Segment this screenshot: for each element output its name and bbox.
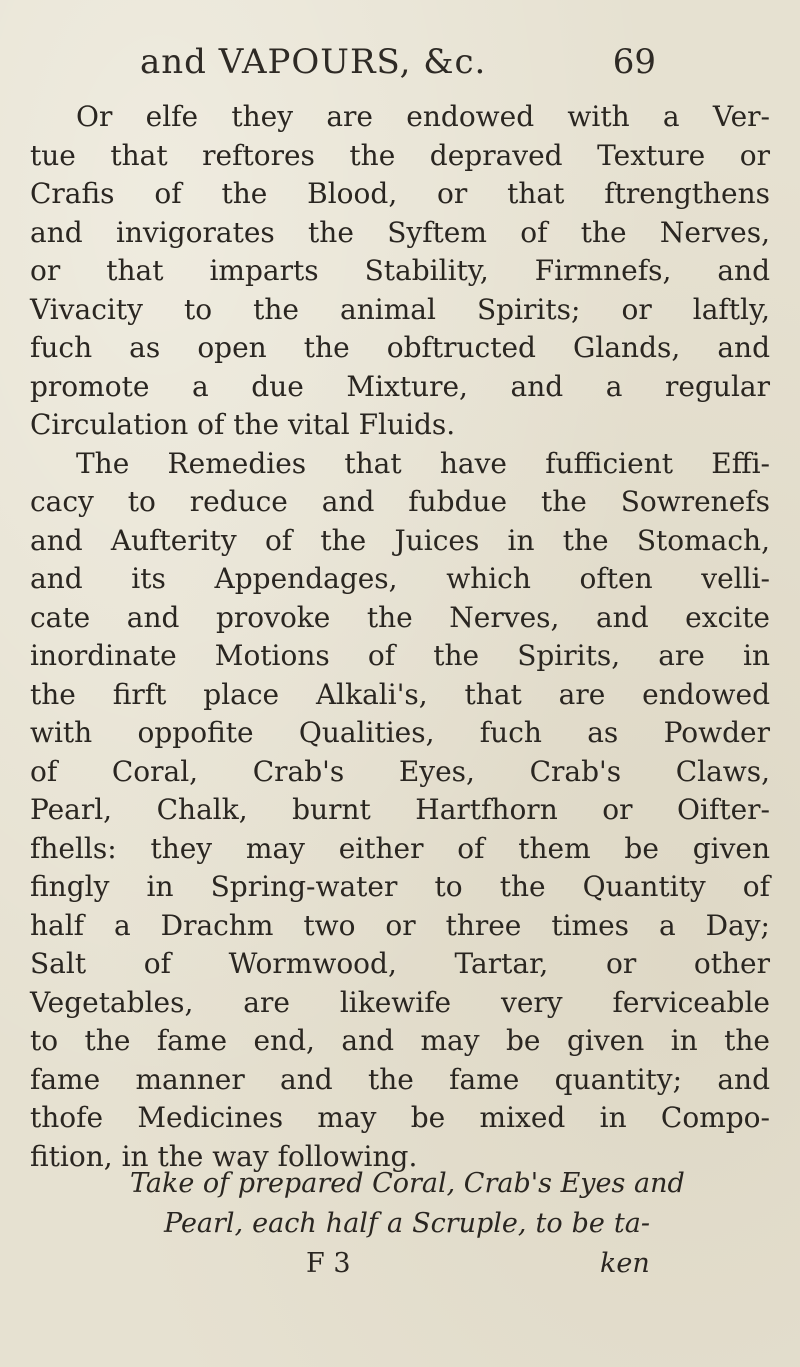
recipe-line: Take of prepared Coral, Crab's Eyes and bbox=[130, 1168, 685, 1199]
text-line: promote a due Mixture, and a regular bbox=[30, 369, 770, 403]
text-line: Vegetables, are likewife very ferviceable bbox=[30, 985, 770, 1019]
text-line: cate and provoke the Nerves, and excite bbox=[30, 600, 770, 634]
page-footer bbox=[0, 1244, 800, 1284]
text-line: tue that reftores the depraved Texture or bbox=[30, 138, 770, 172]
text-line: Salt of Wormwood, Tartar, or other bbox=[30, 947, 770, 980]
text-line: cacy to reduce and fubdue the Sowrenefs bbox=[30, 485, 770, 518]
signature-mark: F 3 bbox=[306, 1248, 351, 1279]
text-line: fhells: they may either of them be given bbox=[30, 831, 770, 865]
text-line: and Aufterity of the Juices in the Stomach, bbox=[30, 523, 770, 557]
running-title: and VAPOURS, &c. bbox=[140, 42, 487, 82]
text-line: and invigorates the Syftem of the Nerves, bbox=[30, 215, 770, 249]
text-line: fition, in the way following. bbox=[30, 1139, 418, 1173]
text-line: The Remedies that have fufficient Effi- bbox=[76, 446, 770, 480]
catchword: ken bbox=[600, 1248, 650, 1279]
text-line: fuch as open the obftructed Glands, and bbox=[30, 331, 770, 364]
text-line: the firft place Alkali's, that are endowed bbox=[30, 677, 770, 711]
text-line: Crafis of the Blood, or that ftrengthens bbox=[30, 177, 770, 210]
text-line: Circulation of the vital Fluids. bbox=[30, 408, 456, 441]
text-line: Pearl, Chalk, burnt Hartfhorn or Oifter- bbox=[30, 793, 770, 826]
text-line: Or elfe they are endowed with a Ver- bbox=[76, 100, 770, 133]
text-line: of Coral, Crab's Eyes, Crab's Claws, bbox=[30, 754, 770, 788]
page-number: 69 bbox=[612, 42, 656, 82]
text-line: inordinate Motions of the Spirits, are in bbox=[30, 639, 770, 672]
recipe-block bbox=[130, 1164, 685, 1244]
body-text bbox=[30, 98, 770, 1176]
text-line: fingly in Spring-water to the Quantity of bbox=[30, 870, 770, 903]
text-line: to the fame end, and may be given in the bbox=[30, 1024, 770, 1057]
text-line: with oppofite Qualities, fuch as Powder bbox=[30, 716, 770, 749]
text-line: or that imparts Stability, Firmnefs, and bbox=[30, 254, 770, 287]
recipe-line: Pearl, each half a Scruple, to be ta- bbox=[164, 1208, 650, 1239]
text-line: thofe Medicines may be mixed in Compo- bbox=[30, 1101, 770, 1134]
text-line: Vivacity to the animal Spirits; or laftly, bbox=[30, 292, 770, 326]
text-line: fame manner and the fame quantity; and bbox=[30, 1062, 770, 1096]
running-head bbox=[140, 40, 660, 84]
text-line: half a Drachm two or three times a Day; bbox=[30, 908, 770, 942]
text-line: and its Appendages, which often velli- bbox=[30, 562, 770, 595]
